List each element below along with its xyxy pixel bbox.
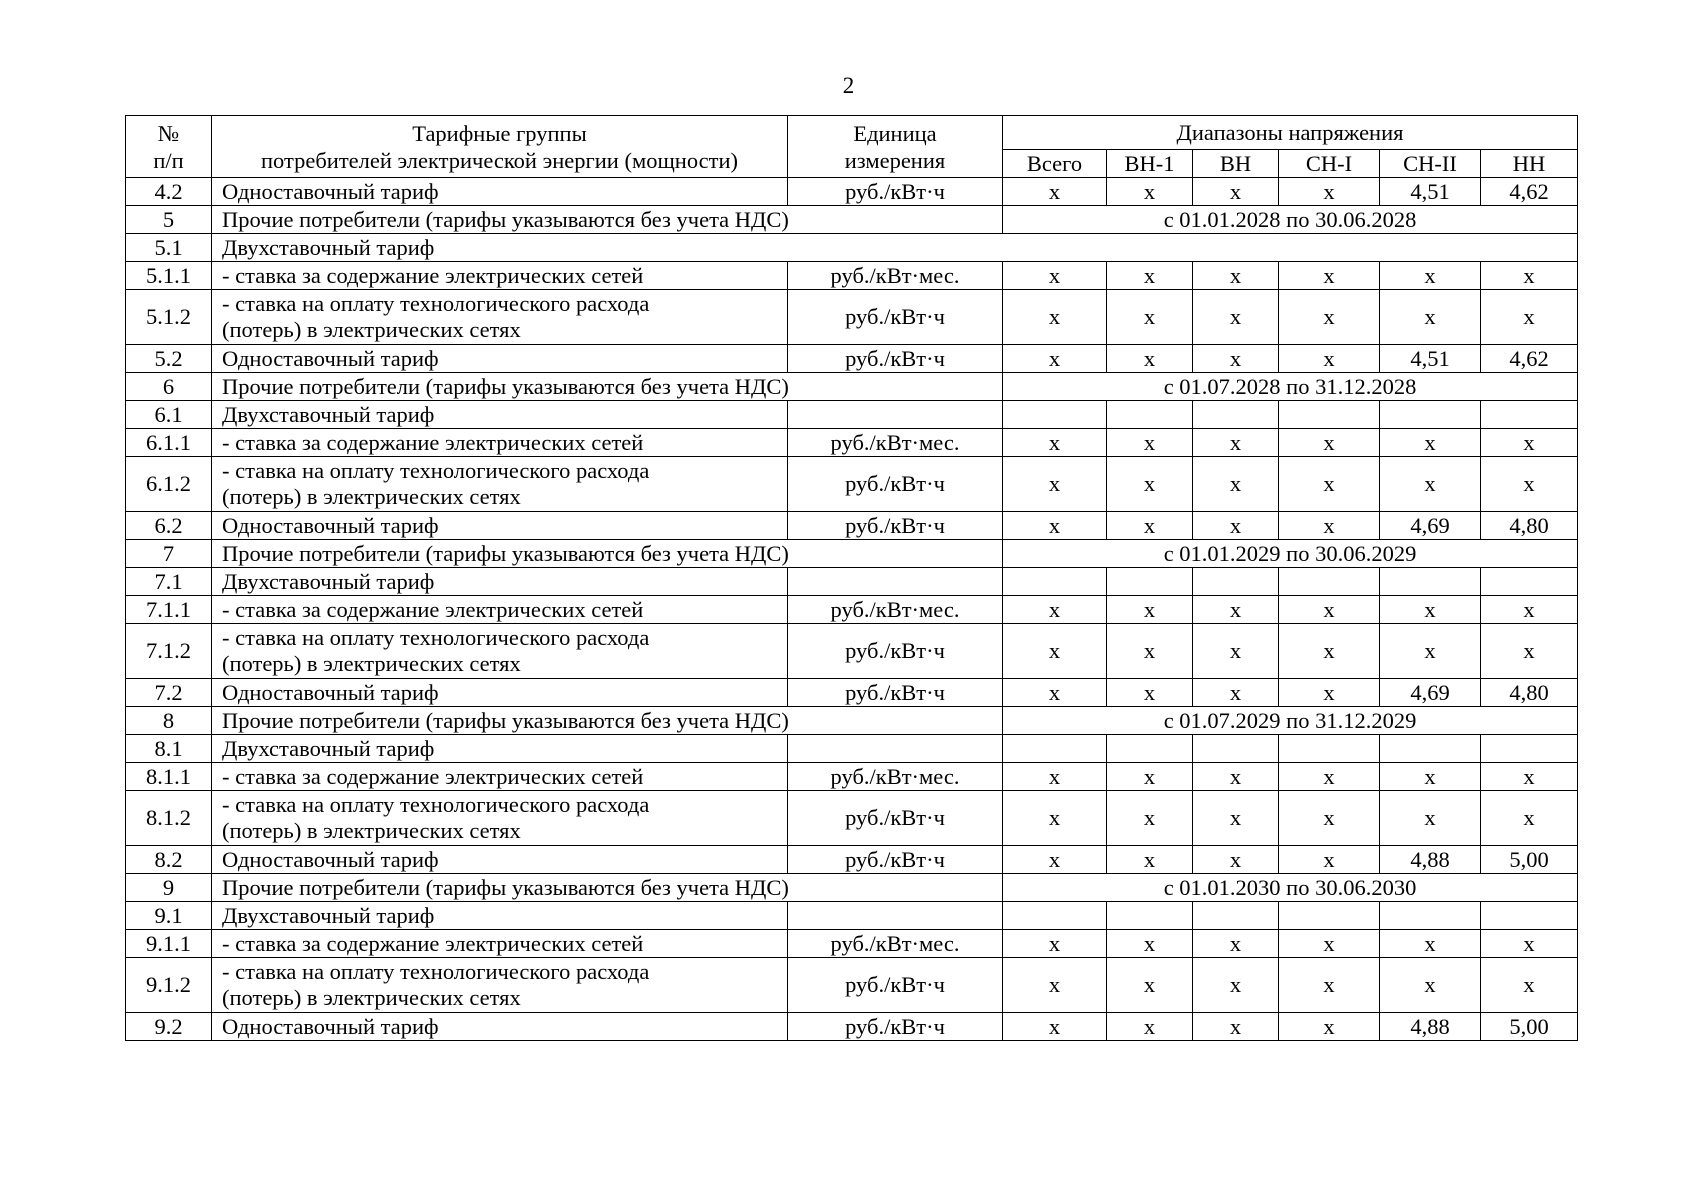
row-value: х (1003, 1013, 1107, 1041)
row-value: 4,51 (1380, 178, 1481, 206)
row-value: 5,00 (1481, 846, 1578, 874)
row-value: х (1003, 262, 1107, 290)
row-value: х (1107, 457, 1193, 512)
row-value: х (1481, 624, 1578, 679)
row-value: х (1193, 429, 1279, 457)
row-value: х (1107, 596, 1193, 624)
row-value: х (1279, 1013, 1380, 1041)
row-value: х (1279, 596, 1380, 624)
table-row (126, 429, 1578, 457)
row-value: х (1107, 679, 1193, 707)
header-sub-vn1: ВН-1 (1107, 150, 1193, 178)
table-row (126, 178, 1578, 206)
row-value: х (1107, 178, 1193, 206)
section-title: Прочие потребители (тарифы указываются без учета НДС) (212, 874, 1003, 902)
row-unit: руб./кВт·ч (788, 457, 1003, 512)
section-header-row (126, 707, 1578, 735)
row-value: х (1380, 763, 1481, 791)
empty-cell (1003, 401, 1107, 429)
empty-cell (1107, 735, 1193, 763)
row-num: 4.2 (126, 178, 212, 206)
empty-cell (1279, 401, 1380, 429)
empty-cell (1003, 902, 1107, 930)
two-rate-name: Двухставочный тариф (212, 568, 788, 596)
two-rate-num: 9.1 (126, 902, 212, 930)
row-unit: руб./кВт·мес. (788, 930, 1003, 958)
row-value: х (1193, 178, 1279, 206)
row-unit: руб./кВт·мес. (788, 596, 1003, 624)
row-num: 5.1.2 (126, 290, 212, 345)
section-num: 7 (126, 540, 212, 568)
row-value: х (1193, 262, 1279, 290)
row-value: х (1279, 624, 1380, 679)
empty-cell (1107, 902, 1193, 930)
row-value: х (1107, 930, 1193, 958)
row-num: 7.1.2 (126, 624, 212, 679)
row-value: х (1193, 624, 1279, 679)
row-unit: руб./кВт·мес. (788, 262, 1003, 290)
table-body (126, 178, 1578, 1041)
row-num: 6.1.2 (126, 457, 212, 512)
table-row (126, 345, 1578, 373)
row-value: х (1193, 1013, 1279, 1041)
two-rate-num: 6.1 (126, 401, 212, 429)
row-name: Одноставочный тариф (212, 1013, 788, 1041)
row-value: х (1279, 290, 1380, 345)
empty-cell (1481, 568, 1578, 596)
row-value: х (1107, 262, 1193, 290)
two-rate-name: Двухставочный тариф (212, 735, 788, 763)
row-value: х (1279, 679, 1380, 707)
two-rate-num: 7.1 (126, 568, 212, 596)
header-num: № п/п (126, 116, 212, 178)
row-value: х (1003, 512, 1107, 540)
row-value: х (1380, 624, 1481, 679)
section-num: 6 (126, 373, 212, 401)
two-rate-name: Двухставочный тариф (212, 234, 1578, 262)
row-num: 6.2 (126, 512, 212, 540)
empty-cell (1107, 568, 1193, 596)
empty-cell (1380, 902, 1481, 930)
row-num: 8.1.2 (126, 791, 212, 846)
row-value: х (1107, 763, 1193, 791)
row-value: х (1481, 791, 1578, 846)
row-value: х (1380, 290, 1481, 345)
row-value: 5,00 (1481, 1013, 1578, 1041)
section-header-row (126, 540, 1578, 568)
row-name: Одноставочный тариф (212, 846, 788, 874)
row-value: х (1193, 596, 1279, 624)
section-header-row (126, 373, 1578, 401)
section-header-row (126, 874, 1578, 902)
row-value: х (1003, 624, 1107, 679)
row-name: - ставка за содержание электрических сетей (212, 596, 788, 624)
row-value: х (1279, 791, 1380, 846)
table-row (126, 596, 1578, 624)
row-value: 4,88 (1380, 846, 1481, 874)
empty-cell (1279, 568, 1380, 596)
row-value: х (1481, 290, 1578, 345)
row-value: х (1107, 791, 1193, 846)
row-value: х (1481, 262, 1578, 290)
row-name: - ставка на оплату технологического расхода (потерь) в электрических сетях (212, 791, 788, 846)
row-num: 7.1.1 (126, 596, 212, 624)
row-unit: руб./кВт·ч (788, 1013, 1003, 1041)
section-period: с 01.01.2029 по 30.06.2029 (1003, 540, 1578, 568)
table-row (126, 846, 1578, 874)
table-row (126, 624, 1578, 679)
row-unit: руб./кВт·ч (788, 512, 1003, 540)
row-value: х (1193, 958, 1279, 1013)
empty-cell (1193, 735, 1279, 763)
section-title: Прочие потребители (тарифы указываются без учета НДС) (212, 373, 1003, 401)
row-value: х (1107, 1013, 1193, 1041)
empty-cell (1193, 568, 1279, 596)
row-value: х (1003, 596, 1107, 624)
section-header-row (126, 206, 1578, 234)
row-unit: руб./кВт·ч (788, 624, 1003, 679)
section-num: 8 (126, 707, 212, 735)
row-unit: руб./кВт·ч (788, 791, 1003, 846)
section-period: с 01.07.2029 по 31.12.2029 (1003, 707, 1578, 735)
table-row (126, 679, 1578, 707)
row-value: х (1107, 958, 1193, 1013)
row-value: х (1193, 846, 1279, 874)
page-number: 2 (842, 73, 855, 98)
row-value: х (1279, 262, 1380, 290)
row-value: х (1481, 930, 1578, 958)
row-value: 4,80 (1481, 512, 1578, 540)
row-value: х (1193, 290, 1279, 345)
row-value: х (1003, 958, 1107, 1013)
row-value: х (1193, 763, 1279, 791)
row-value: 4,69 (1380, 512, 1481, 540)
row-name: - ставка за содержание электрических сетей (212, 262, 788, 290)
two-rate-name: Двухставочный тариф (212, 401, 788, 429)
table-row (126, 958, 1578, 1013)
row-value: х (1481, 958, 1578, 1013)
table-row (126, 763, 1578, 791)
row-value: х (1380, 429, 1481, 457)
row-value: х (1003, 290, 1107, 345)
header-unit: Единица измерения (788, 116, 1003, 178)
row-name: - ставка на оплату технологического расхода (потерь) в электрических сетях (212, 290, 788, 345)
row-value: 4,62 (1481, 345, 1578, 373)
row-value: х (1107, 624, 1193, 679)
row-num: 6.1.1 (126, 429, 212, 457)
two-rate-tariff-row (126, 401, 1578, 429)
row-value: 4,69 (1380, 679, 1481, 707)
section-period: с 01.07.2028 по 31.12.2028 (1003, 373, 1578, 401)
two-rate-num: 8.1 (126, 735, 212, 763)
row-value: х (1193, 930, 1279, 958)
row-value: х (1003, 457, 1107, 512)
row-num: 9.1.2 (126, 958, 212, 1013)
header-sub-vn: ВН (1193, 150, 1279, 178)
two-rate-tariff-row (126, 735, 1578, 763)
two-rate-tariff-row (126, 234, 1578, 262)
row-unit: руб./кВт·мес. (788, 763, 1003, 791)
row-unit: руб./кВт·мес. (788, 429, 1003, 457)
row-value: х (1107, 429, 1193, 457)
row-name: Одноставочный тариф (212, 345, 788, 373)
two-rate-tariff-row (126, 902, 1578, 930)
table-row (126, 457, 1578, 512)
row-value: х (1481, 457, 1578, 512)
empty-cell (1380, 401, 1481, 429)
row-name: - ставка за содержание электрических сетей (212, 429, 788, 457)
row-value: 4,62 (1481, 178, 1578, 206)
two-rate-num: 5.1 (126, 234, 212, 262)
table-header (126, 116, 1578, 178)
table-row (126, 262, 1578, 290)
empty-cell (1279, 902, 1380, 930)
empty-cell (1380, 735, 1481, 763)
row-value: х (1279, 512, 1380, 540)
empty-cell (1481, 902, 1578, 930)
row-num: 7.2 (126, 679, 212, 707)
row-value: х (1107, 345, 1193, 373)
row-value: х (1193, 791, 1279, 846)
row-unit: руб./кВт·ч (788, 846, 1003, 874)
row-value: х (1003, 679, 1107, 707)
row-num: 5.1.1 (126, 262, 212, 290)
table-row (126, 290, 1578, 345)
row-value: 4,51 (1380, 345, 1481, 373)
header-sub-total: Всего (1003, 150, 1107, 178)
empty-cell (1279, 735, 1380, 763)
row-value: х (1481, 596, 1578, 624)
row-value: х (1193, 457, 1279, 512)
row-value: х (1279, 178, 1380, 206)
row-num: 8.1.1 (126, 763, 212, 791)
row-value: х (1193, 345, 1279, 373)
row-value: 4,88 (1380, 1013, 1481, 1041)
row-unit: руб./кВт·ч (788, 958, 1003, 1013)
section-num: 5 (126, 206, 212, 234)
row-value: х (1380, 958, 1481, 1013)
tariff-table (125, 115, 1578, 1041)
row-num: 9.1.1 (126, 930, 212, 958)
row-num: 8.2 (126, 846, 212, 874)
table-row (126, 1013, 1578, 1041)
empty-cell (1193, 401, 1279, 429)
row-name: Одноставочный тариф (212, 178, 788, 206)
row-unit: руб./кВт·ч (788, 679, 1003, 707)
empty-cell (1380, 568, 1481, 596)
row-num: 9.2 (126, 1013, 212, 1041)
section-title: Прочие потребители (тарифы указываются без учета НДС) (212, 540, 1003, 568)
empty-cell (788, 902, 1003, 930)
row-value: х (1003, 345, 1107, 373)
empty-cell (1481, 735, 1578, 763)
row-value: х (1193, 679, 1279, 707)
table-row (126, 512, 1578, 540)
empty-cell (788, 735, 1003, 763)
row-name: Одноставочный тариф (212, 512, 788, 540)
section-title: Прочие потребители (тарифы указываются без учета НДС) (212, 206, 1003, 234)
empty-cell (1003, 568, 1107, 596)
row-unit: руб./кВт·ч (788, 290, 1003, 345)
row-value: х (1279, 846, 1380, 874)
two-rate-name: Двухставочный тариф (212, 902, 788, 930)
section-period: с 01.01.2028 по 30.06.2028 (1003, 206, 1578, 234)
row-name: - ставка на оплату технологического расхода (потерь) в электрических сетях (212, 958, 788, 1013)
row-name: - ставка за содержание электрических сетей (212, 930, 788, 958)
row-value: х (1380, 596, 1481, 624)
row-name: - ставка на оплату технологического расхода (потерь) в электрических сетях (212, 624, 788, 679)
row-value: х (1193, 512, 1279, 540)
header-sub-sn1: СН-I (1279, 150, 1380, 178)
row-value: х (1481, 763, 1578, 791)
row-value: х (1279, 763, 1380, 791)
empty-cell (788, 568, 1003, 596)
header-sub-sn2: СН-II (1380, 150, 1481, 178)
row-value: х (1107, 290, 1193, 345)
header-voltage-ranges: Диапазоны напряжения (1003, 116, 1578, 150)
row-value: х (1107, 846, 1193, 874)
header-tariff-groups: Тарифные группы потребителей электрической энергии (мощности) (212, 116, 788, 178)
empty-cell (1193, 902, 1279, 930)
two-rate-tariff-row (126, 568, 1578, 596)
section-num: 9 (126, 874, 212, 902)
section-title: Прочие потребители (тарифы указываются без учета НДС) (212, 707, 1003, 735)
section-period: с 01.01.2030 по 30.06.2030 (1003, 874, 1578, 902)
row-value: х (1481, 429, 1578, 457)
row-unit: руб./кВт·ч (788, 345, 1003, 373)
row-value: х (1380, 457, 1481, 512)
row-value: х (1279, 930, 1380, 958)
empty-cell (788, 401, 1003, 429)
row-value: х (1380, 262, 1481, 290)
row-value: х (1380, 930, 1481, 958)
table-row (126, 791, 1578, 846)
empty-cell (1481, 401, 1578, 429)
row-value: х (1279, 345, 1380, 373)
row-value: х (1279, 457, 1380, 512)
row-value: х (1003, 930, 1107, 958)
row-unit: руб./кВт·ч (788, 178, 1003, 206)
row-num: 5.2 (126, 345, 212, 373)
row-name: - ставка за содержание электрических сетей (212, 763, 788, 791)
row-value: х (1107, 512, 1193, 540)
row-value: 4,80 (1481, 679, 1578, 707)
row-value: х (1003, 846, 1107, 874)
row-value: х (1003, 429, 1107, 457)
row-name: Одноставочный тариф (212, 679, 788, 707)
empty-cell (1107, 401, 1193, 429)
row-value: х (1003, 763, 1107, 791)
row-value: х (1380, 791, 1481, 846)
empty-cell (1003, 735, 1107, 763)
row-value: х (1279, 429, 1380, 457)
table-row (126, 930, 1578, 958)
row-name: - ставка на оплату технологического расхода (потерь) в электрических сетях (212, 457, 788, 512)
row-value: х (1003, 178, 1107, 206)
row-value: х (1279, 958, 1380, 1013)
row-value: х (1003, 791, 1107, 846)
header-sub-nn: НН (1481, 150, 1578, 178)
